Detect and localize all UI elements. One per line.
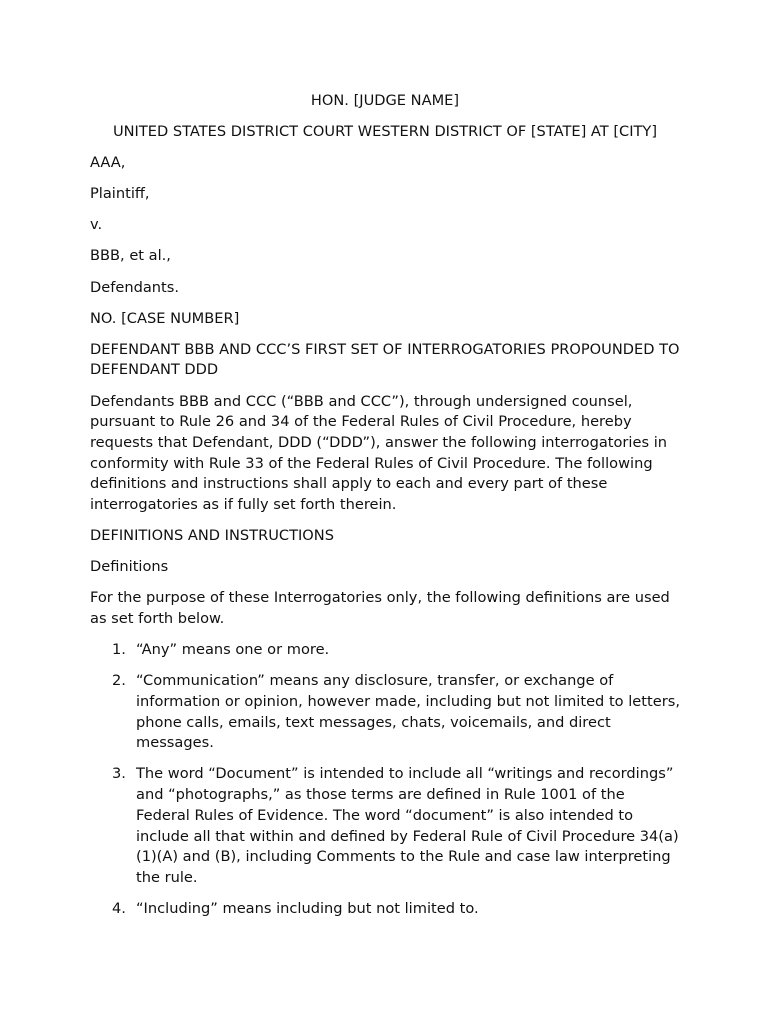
list-item [90, 764, 680, 888]
versus: v. [90, 216, 103, 234]
document-body [90, 91, 680, 930]
court-name: UNITED STATES DISTRICT COURT WESTERN DISTRICT OF [STATE] AT [CITY] [112, 123, 658, 141]
document-title: DEFENDANT BBB AND CCC’S FIRST SET OF INTERROGATORIES PROPOUNDED TO DEFENDANT DDD [90, 340, 680, 379]
list-item [90, 671, 680, 754]
list-text: “Including” means including but not limited to. [136, 900, 479, 918]
intro-paragraph: Defendants BBB and CCC (“BBB and CCC”), through undersigned counsel, pursuant to Rule 26 and 34 of the Federal Rules of Civil Procedure, hereby requests that Defendant, DDD (“DDD”), answer the following interrogatories in conformity with Rule 33 of the Federal Rules of Civil Procedure. The following definitions and instructions shall apply to each and every part of these interrogatories as if fully set forth therein. [90, 392, 668, 514]
list-number: 2. [112, 672, 126, 690]
list-item [90, 640, 680, 661]
list-number: 1. [112, 641, 126, 659]
definitions-list [90, 640, 680, 920]
judge-name: HON. [JUDGE NAME] [310, 92, 460, 109]
section-heading: DEFINITIONS AND INSTRUCTIONS [90, 527, 334, 545]
defendant-label: Defendants. [90, 278, 180, 296]
list-text: “Any” means one or more. [136, 641, 330, 659]
list-item [90, 899, 680, 920]
subheading: Definitions [90, 558, 169, 576]
list-number: 3. [112, 765, 126, 783]
list-text: “Communication” means any disclosure, transfer, or exchange of information or opinion, however made, including but not limited to letters, phone calls, emails, text messages, chats, voicemails, and direct messages. [136, 672, 680, 752]
case-number: NO. [CASE NUMBER] [90, 309, 240, 327]
plaintiff-label: Plaintiff, [90, 185, 150, 203]
list-text: The word “Document” is intended to include all “writings and recordings” and “photographs,” as those terms are defined in Rule 1001 of the Federal Rules of Evidence. The word “document” is also intended to include all that within and defined by Federal Rule of Civil Procedure 34(a)(1)(A) and (B), including Comments to the Rule and case law interpreting the rule. [136, 765, 679, 886]
plaintiff-name: AAA, [90, 154, 126, 172]
list-number: 4. [112, 900, 126, 918]
definitions-intro: For the purpose of these Interrogatories only, the following definitions are used as set forth below. [90, 589, 670, 628]
defendant-name: BBB, et al., [90, 247, 171, 265]
